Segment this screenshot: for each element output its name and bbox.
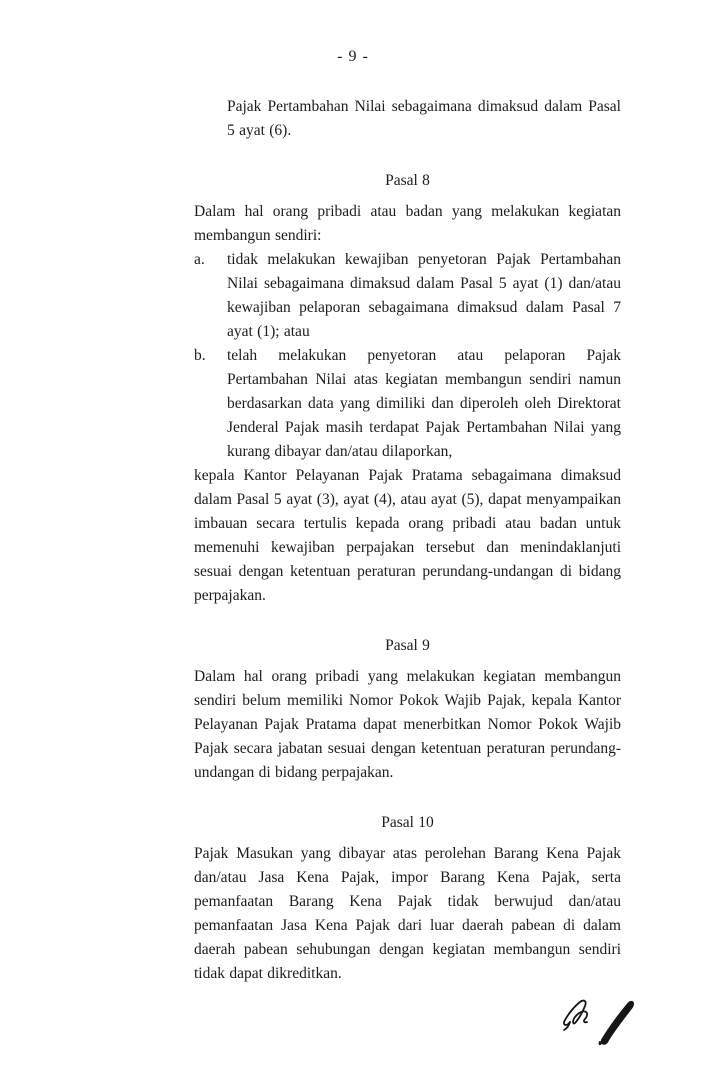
pasal-8-item-b — [194, 344, 621, 464]
pasal-9-body: Dalam hal orang pribadi yang melakukan kegiatan membangun sendiri belum memiliki Nomor Pokok Wajib Pajak, kepala Kantor Pelayanan Pajak Pratama dapat menerbitkan Nomor Pokok Wajib Pajak secara jabatan sesuai dengan ketentuan peraturan perundang-undangan di bidang perpajakan. — [194, 668, 621, 781]
paragraph-continuation: Pajak Pertambahan Nilai sebagaimana dimaksud dalam Pasal 5 ayat (6). — [227, 98, 621, 139]
pasal-8-intro: Dalam hal orang pribadi atau badan yang melakukan kegiatan membangun sendiri: — [194, 203, 621, 244]
list-marker-a: a. — [194, 251, 205, 268]
pasal-8-item-b-text: telah melakukan penyetoran atau pelaporan Pajak Pertambahan Nilai atas kegiatan membangun sendiri namun berdasarkan data yang dimiliki dan diperoleh oleh Direktorat Jenderal Pajak masih terdapat Pajak Pertambahan Nilai yang kurang dibayar dan/atau dilaporkan, — [227, 347, 621, 460]
page-number: - 9 - — [337, 48, 369, 65]
pasal-8-closing: kepala Kantor Pelayanan Pajak Pratama sebagaimana dimaksud dalam Pasal 5 ayat (3), ayat (4), atau ayat (5), dapat menyampaikan imbauan secara tertulis kepada orang pribadi atau badan untuk memenuhi kewajiban perpajakan tersebut dan menindaklanjuti sesuai dengan ketentuan peraturan perundang-undangan di bidang perpajakan. — [194, 467, 621, 604]
section-heading-pasal-10: Pasal 10 — [381, 814, 434, 831]
document-body — [194, 95, 621, 986]
pasal-10-body: Pajak Masukan yang dibayar atas perolehan Barang Kena Pajak dan/atau Jasa Kena Pajak, impor Barang Kena Pajak, serta pemanfaatan Barang Kena Pajak tidak berwujud dan/atau pemanfaatan Jasa Kena Pajak dari luar daerah pabean di dalam daerah pabean sehubungan dengan kegiatan membangun sendiri tidak dapat dikreditkan. — [194, 845, 621, 982]
paraf-stroke-icon — [600, 1002, 633, 1044]
section-heading-pasal-8: Pasal 8 — [385, 172, 430, 189]
pasal-8-item-a-text: tidak melakukan kewajiban penyetoran Pajak Pertambahan Nilai sebagaimana dimaksud dalam Pasal 5 ayat (1) dan/atau kewajiban pelaporan sebagaimana dimaksud dalam Pasal 7 ayat (1); atau — [227, 251, 621, 340]
handwritten-initials-mark — [556, 976, 646, 1048]
section-heading-pasal-9: Pasal 9 — [385, 637, 430, 654]
pasal-8-item-a — [194, 248, 621, 344]
paraf-loop-icon — [564, 1001, 587, 1030]
list-marker-b: b. — [194, 347, 206, 364]
